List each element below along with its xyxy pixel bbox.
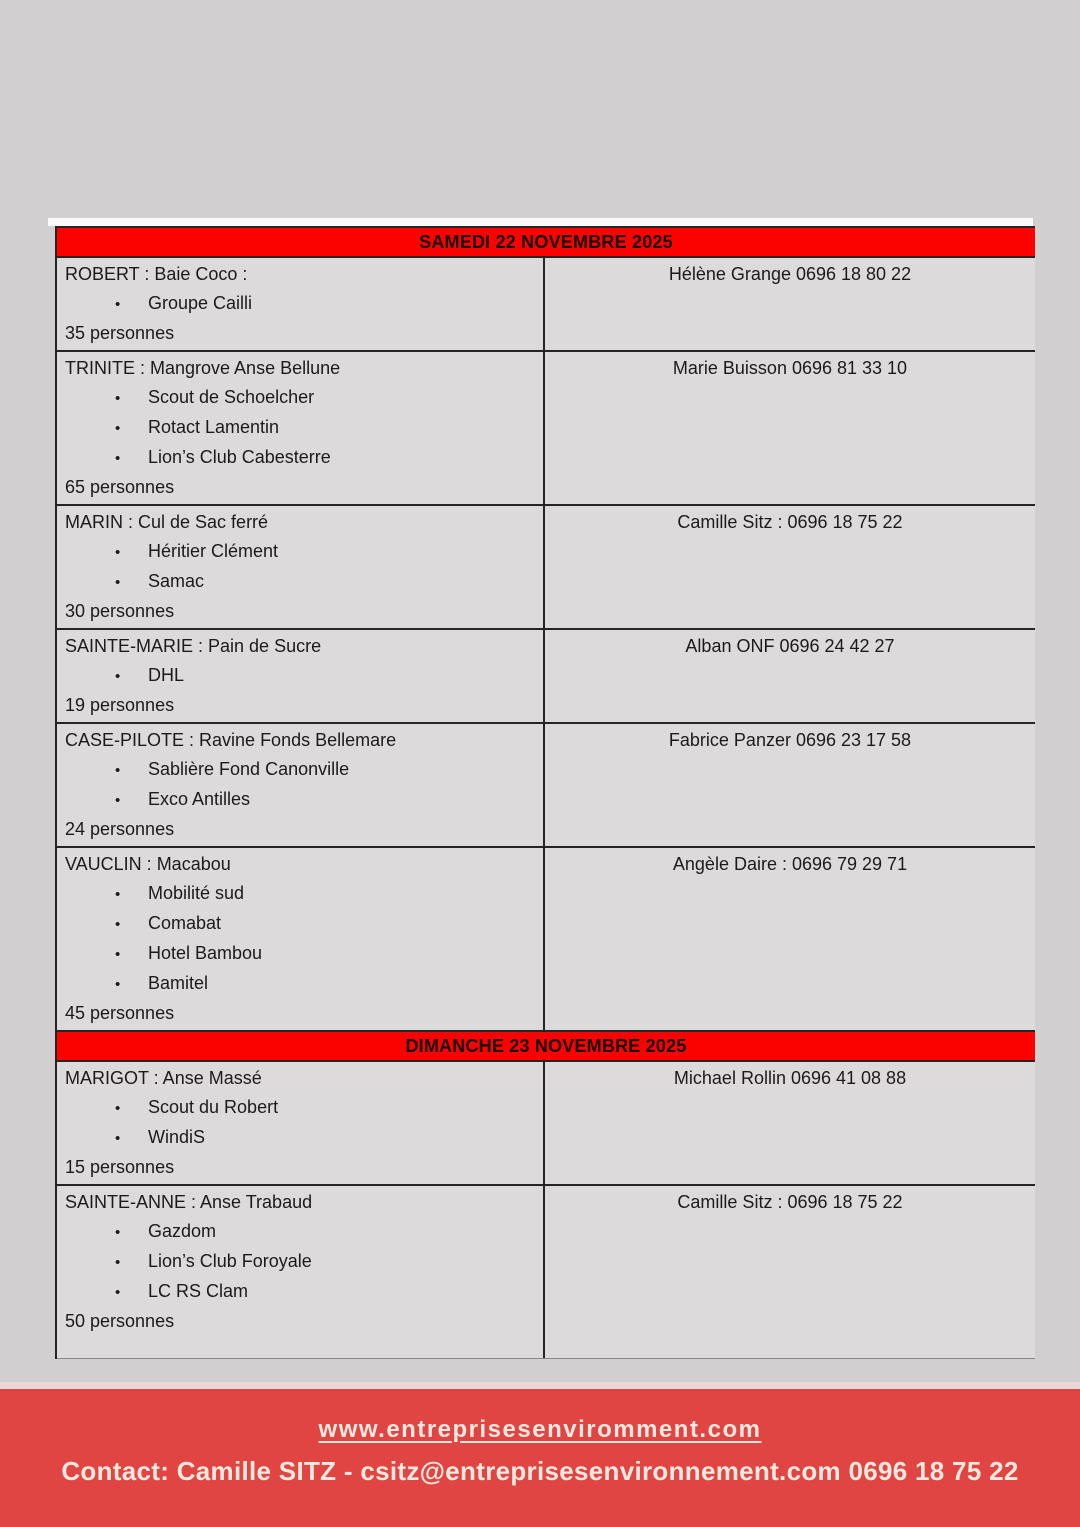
contact-name-phone: Alban ONF 0696 24 42 27 — [685, 636, 895, 656]
schedule-table — [55, 226, 1035, 1359]
group-item — [65, 1123, 537, 1153]
people-count: 19 personnes — [65, 695, 175, 715]
group-label: Comabat — [148, 913, 222, 933]
contact-cell — [545, 506, 1035, 628]
site-cell — [57, 352, 545, 504]
group-label: Mobilité sud — [148, 883, 245, 903]
bullet-icon: • — [115, 390, 121, 407]
group-item — [65, 1247, 537, 1277]
site-title: VAUCLIN : Macabou — [65, 854, 231, 874]
table-row — [57, 724, 1035, 848]
site-cell — [57, 1186, 545, 1358]
group-item — [65, 537, 537, 567]
bullet-icon: • — [115, 668, 121, 685]
group-label: Samac — [148, 571, 205, 591]
group-label: Scout du Robert — [148, 1097, 279, 1117]
site-cell — [57, 848, 545, 1030]
group-item — [65, 939, 537, 969]
group-label: WindiS — [148, 1127, 206, 1147]
site-cell — [57, 1062, 545, 1184]
group-item — [65, 969, 537, 999]
group-item — [65, 289, 537, 319]
contact-name-phone: Fabrice Panzer 0696 23 17 58 — [668, 730, 912, 750]
page-top-edge — [48, 218, 1033, 226]
contact-cell — [545, 258, 1035, 350]
group-label: Gazdom — [148, 1221, 217, 1241]
table-row — [57, 352, 1035, 506]
group-item — [65, 567, 537, 597]
contact-cell — [545, 848, 1035, 1030]
group-label: Bamitel — [148, 973, 209, 993]
group-item — [65, 1277, 537, 1307]
group-item — [65, 383, 537, 413]
group-label: Lion’s Club Foroyale — [148, 1251, 312, 1271]
site-title: ROBERT : Baie Coco : — [65, 264, 248, 284]
day-header-sunday: DIMANCHE 23 NOVEMBRE 2025 — [57, 1032, 1035, 1062]
site-title: MARIN : Cul de Sac ferré — [65, 512, 269, 532]
group-label: Hotel Bambou — [148, 943, 263, 963]
group-label: Scout de Schoelcher — [148, 387, 315, 407]
contact-cell — [545, 352, 1035, 504]
table-row — [57, 506, 1035, 630]
bullet-icon: • — [115, 762, 121, 779]
table-row — [57, 1062, 1035, 1186]
people-count: 15 personnes — [65, 1157, 175, 1177]
site-title: MARIGOT : Anse Massé — [65, 1068, 262, 1088]
bullet-icon: • — [115, 420, 121, 437]
footer-top-edge — [0, 1382, 1080, 1389]
table-row — [57, 1186, 1035, 1359]
bullet-icon: • — [115, 1254, 121, 1271]
contact-name-phone: Hélène Grange 0696 18 80 22 — [668, 264, 912, 284]
group-item — [65, 1217, 537, 1247]
people-count: 35 personnes — [65, 323, 175, 343]
site-cell — [57, 506, 545, 628]
site-title: TRINITE : Mangrove Anse Bellune — [65, 358, 341, 378]
website-link[interactable]: www.entreprisesenviromment.com — [318, 1416, 762, 1443]
bullet-icon: • — [115, 976, 121, 993]
bullet-icon: • — [115, 916, 121, 933]
bullet-icon: • — [115, 544, 121, 561]
group-item — [65, 785, 537, 815]
bullet-icon: • — [115, 946, 121, 963]
people-count: 24 personnes — [65, 819, 175, 839]
group-item — [65, 413, 537, 443]
group-label: Héritier Clément — [148, 541, 279, 561]
site-cell — [57, 724, 545, 846]
group-label: Rotact Lamentin — [148, 417, 280, 437]
table-row — [57, 630, 1035, 724]
group-item — [65, 1093, 537, 1123]
contact-name-phone: Marie Buisson 0696 81 33 10 — [672, 358, 908, 378]
bullet-icon: • — [115, 574, 121, 591]
contact-cell — [545, 1062, 1035, 1184]
people-count: 50 personnes — [65, 1311, 175, 1331]
contact-name-phone: Camille Sitz : 0696 18 75 22 — [677, 512, 903, 532]
group-label: LC RS Clam — [148, 1281, 249, 1301]
table-row — [57, 848, 1035, 1032]
footer-banner — [0, 1389, 1080, 1527]
bullet-icon: • — [115, 792, 121, 809]
bullet-icon: • — [115, 296, 121, 313]
site-title: SAINTE-MARIE : Pain de Sucre — [65, 636, 322, 656]
people-count: 30 personnes — [65, 601, 175, 621]
bullet-icon: • — [115, 1224, 121, 1241]
group-item — [65, 443, 537, 473]
contact-name-phone: Michael Rollin 0696 41 08 88 — [673, 1068, 907, 1088]
people-count: 45 personnes — [65, 1003, 175, 1023]
contact-cell — [545, 724, 1035, 846]
table-row — [57, 258, 1035, 352]
group-item — [65, 755, 537, 785]
bullet-icon: • — [115, 1284, 121, 1301]
group-label: Lion’s Club Cabesterre — [148, 447, 331, 467]
day-header-saturday: SAMEDI 22 NOVEMBRE 2025 — [57, 228, 1035, 258]
site-cell — [57, 258, 545, 350]
contact-name-phone: Camille Sitz : 0696 18 75 22 — [677, 1192, 903, 1212]
contact-cell — [545, 1186, 1035, 1358]
group-item — [65, 879, 537, 909]
site-title: CASE-PILOTE : Ravine Fonds Bellemare — [65, 730, 397, 750]
contact-cell — [545, 630, 1035, 722]
site-cell — [57, 630, 545, 722]
group-item — [65, 661, 537, 691]
people-count: 65 personnes — [65, 477, 175, 497]
site-title: SAINTE-ANNE : Anse Trabaud — [65, 1192, 313, 1212]
group-label: Exco Antilles — [148, 789, 251, 809]
group-label: Sablière Fond Canonville — [148, 759, 350, 779]
group-label: DHL — [148, 665, 185, 685]
footer-contact-line: Contact: Camille SITZ - csitz@entreprisesenvironnement.com 0696 18 75 22 — [61, 1456, 1019, 1486]
bullet-icon: • — [115, 450, 121, 467]
bullet-icon: • — [115, 1130, 121, 1147]
group-label: Groupe Cailli — [148, 293, 253, 313]
bullet-icon: • — [115, 1100, 121, 1117]
contact-name-phone: Angèle Daire : 0696 79 29 71 — [672, 854, 908, 874]
bullet-icon: • — [115, 886, 121, 903]
group-item — [65, 909, 537, 939]
